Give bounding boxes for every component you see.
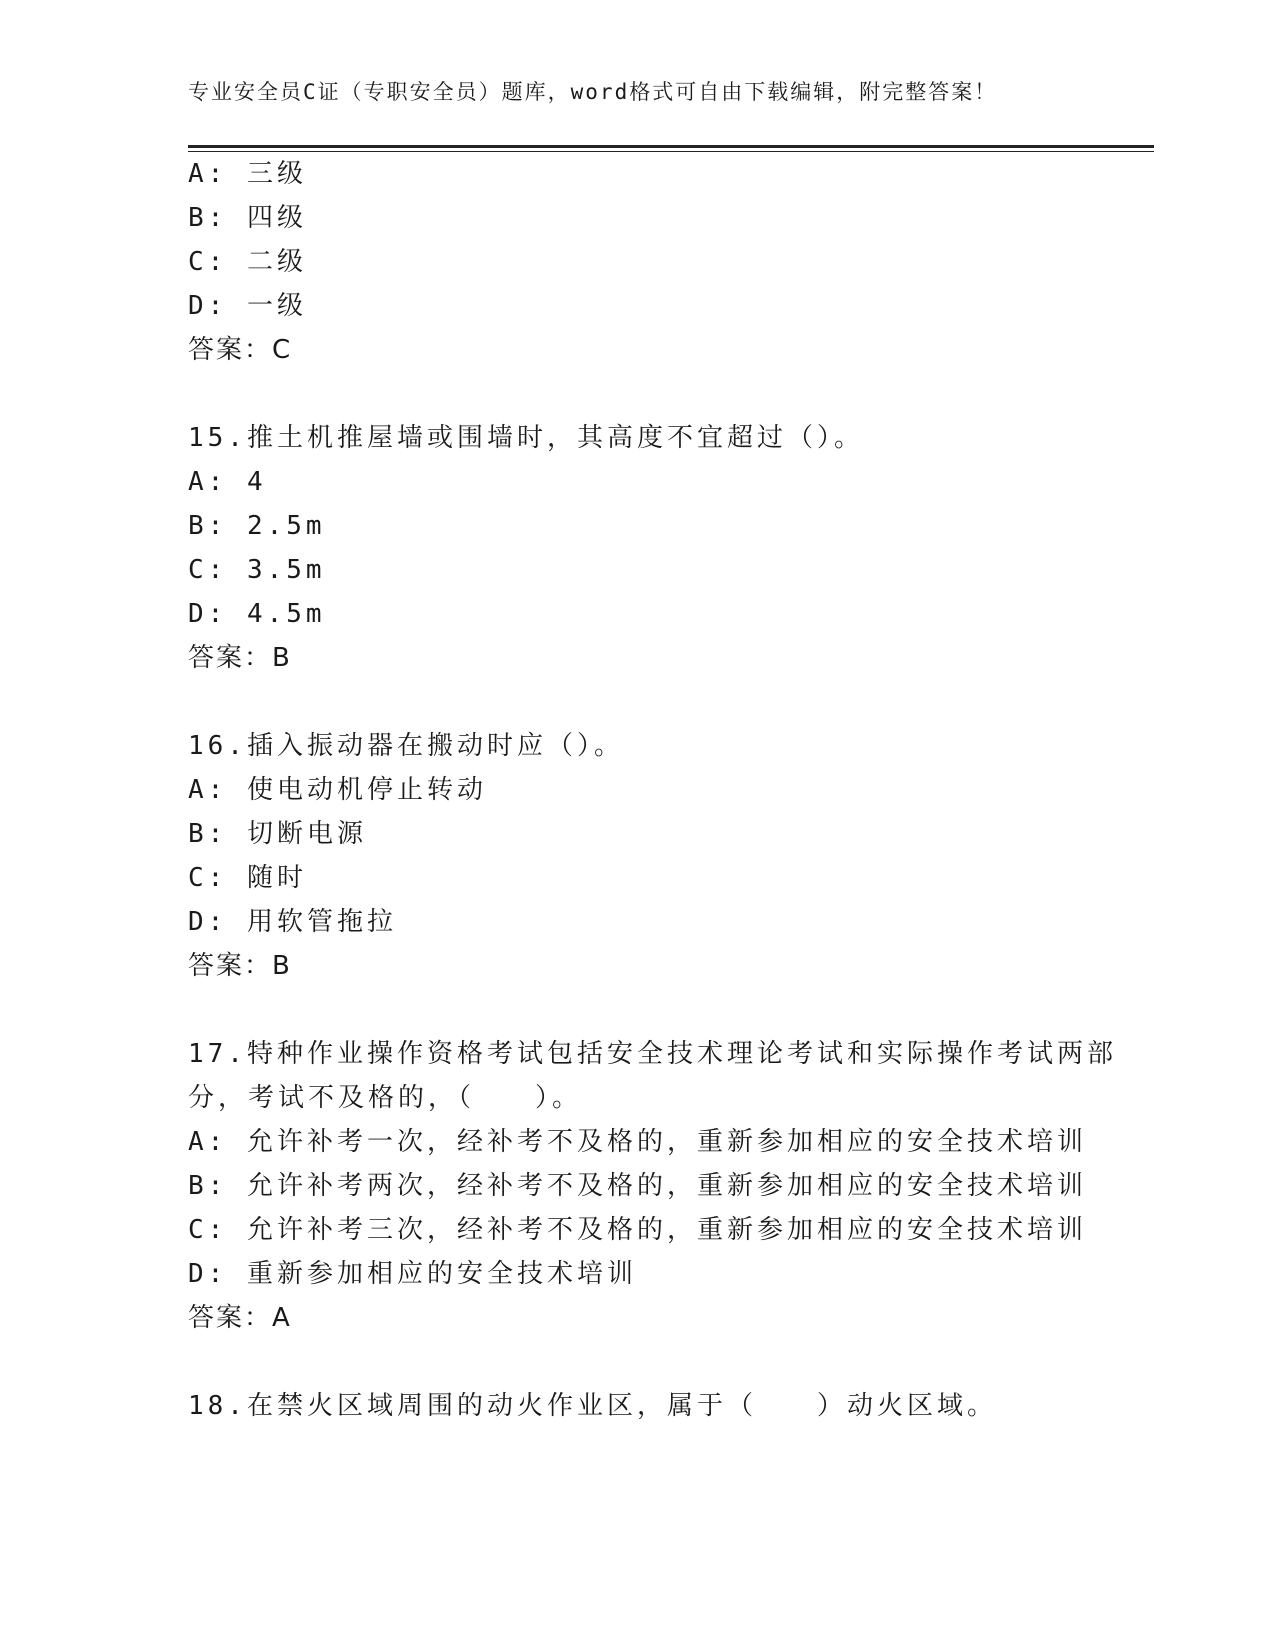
q17-option-b: B: 允许补考两次，经补考不及格的，重新参加相应的安全技术培训 [188,1171,1087,1201]
q15-option-b: B: 2.5m [188,511,326,541]
q15-question: 15.推土机推屋墙或围墙时，其高度不宜超过（）。 [188,423,864,453]
q17-question-line1: 17.特种作业操作资格考试包括安全技术理论考试和实际操作考试两部 [188,1039,1117,1069]
q16-question: 16.插入振动器在搬动时应（）。 [188,731,624,761]
q16-option-b: B: 切断电源 [188,819,367,849]
q15-option-c: C: 3.5m [188,555,326,585]
page-header: 专业安全员C证（专职安全员）题库，word格式可自由下载编辑，附完整答案！ [188,80,998,104]
q17-question-line2: 分，考试不及格的，（ ）。 [188,1083,583,1113]
q17-option-c: C: 允许补考三次，经补考不及格的，重新参加相应的安全技术培训 [188,1215,1087,1245]
q14-option-c: C: 二级 [188,247,307,277]
q14-answer: 答案：C [188,335,293,365]
q17-option-d: D: 重新参加相应的安全技术培训 [188,1259,637,1289]
q14-option-a: A: 三级 [188,159,307,189]
q14-option-d: D: 一级 [188,291,307,321]
q15-answer: 答案：B [188,643,292,673]
q16-answer: 答案：B [188,951,292,981]
q17-answer: 答案：A [188,1303,292,1333]
q16-option-d: D: 用软管拖拉 [188,907,397,937]
q15-option-a: A: 4 [188,467,267,497]
q16-option-a: A: 使电动机停止转动 [188,775,487,805]
q17-option-a: A: 允许补考一次，经补考不及格的，重新参加相应的安全技术培训 [188,1127,1087,1157]
q16-option-c: C: 随时 [188,863,307,893]
q15-option-d: D: 4.5m [188,599,326,629]
q14-option-b: B: 四级 [188,203,307,233]
header-rule-thick [188,145,1154,148]
q18-question: 18.在禁火区域周围的动火作业区，属于（ ）动火区域。 [188,1391,997,1421]
header-rule-thin [188,151,1154,152]
